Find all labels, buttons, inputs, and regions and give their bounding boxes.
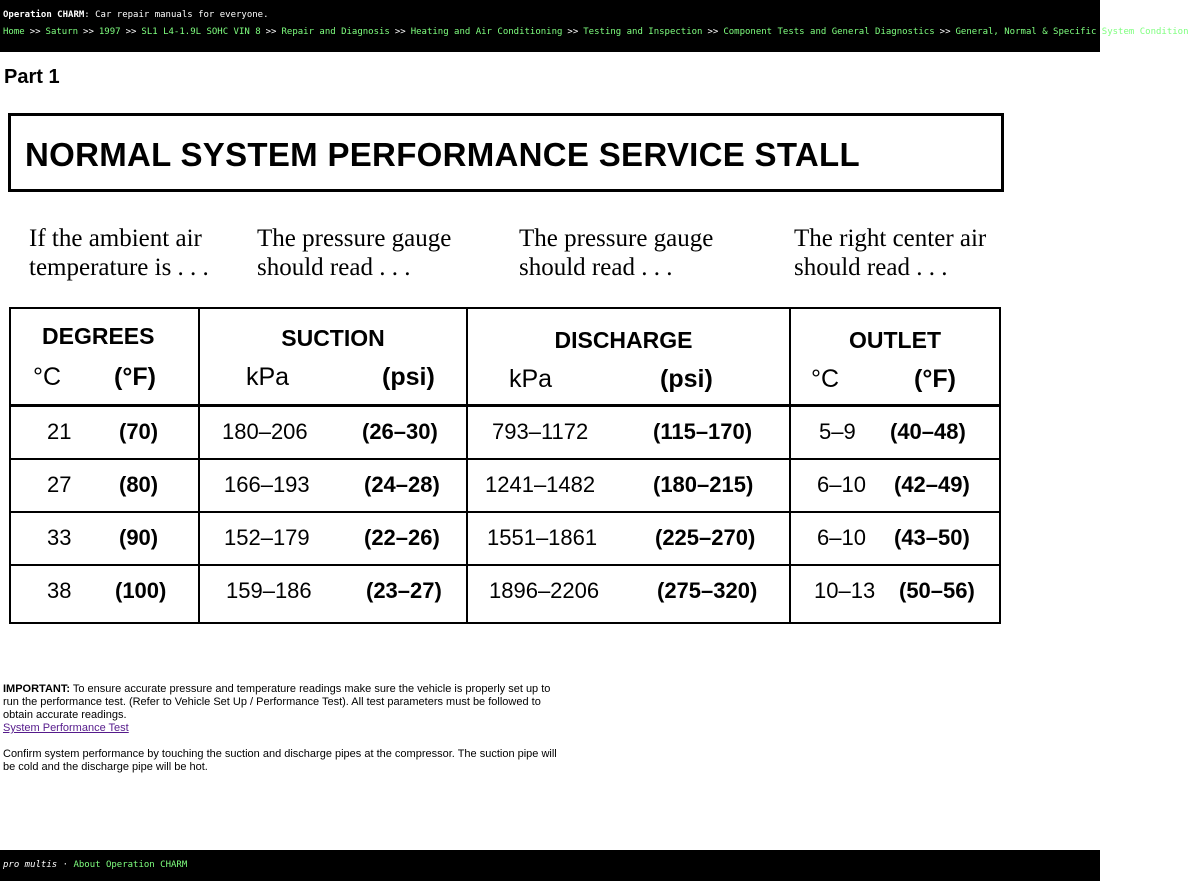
site-tagline: : Car repair manuals for everyone. [84, 10, 269, 20]
table-cell [790, 406, 1000, 460]
imperial-value: (23–27) [366, 578, 442, 603]
imperial-value: (70) [119, 419, 159, 444]
page-title: Part 1 [4, 66, 60, 88]
metric-value: 166–193 [224, 472, 310, 497]
header-unit: (°F) [914, 365, 956, 393]
breadcrumb-item[interactable]: General, Normal & Specific System Condition [955, 27, 1189, 37]
header-outlet [790, 308, 1000, 406]
caption-line: should read . . . [794, 254, 948, 281]
imperial-value: (275–320) [657, 578, 758, 603]
caption-ambient [29, 224, 209, 282]
breadcrumb-item[interactable]: 1997 [98, 27, 121, 37]
breadcrumb-separator: >> [265, 27, 277, 37]
metric-value: 27 [47, 472, 72, 497]
table-cell [467, 459, 790, 512]
footer-dot: · [57, 860, 74, 870]
metric-value: 5–9 [819, 419, 856, 444]
figure-banner [8, 113, 1004, 192]
important-text: To ensure accurate pressure and temperature readings make sure the vehicle is properly set up to run the performance test. (Refer to Vehicle Set Up / Performance Test). All test parameters must be followed to obtain accurate readings. [3, 683, 551, 721]
table-cell [790, 565, 1000, 623]
metric-value: 38 [47, 578, 72, 603]
table-cell [199, 512, 467, 565]
metric-value: 793–1172 [492, 419, 589, 444]
header-unit: kPa [509, 365, 553, 393]
imperial-value: (22–26) [364, 525, 440, 550]
imperial-value: (50–56) [899, 578, 975, 603]
footer [0, 850, 1100, 881]
header-unit: (psi) [660, 365, 713, 393]
header-unit: kPa [246, 363, 290, 391]
breadcrumb-item[interactable]: Testing and Inspection [583, 27, 703, 37]
table-row [10, 512, 1000, 565]
imperial-value: (115–170) [653, 419, 753, 444]
site-name: Operation CHARM [3, 10, 85, 20]
caption-line: The right center air [794, 225, 987, 252]
breadcrumb-item[interactable]: Home [3, 27, 25, 37]
header-unit: °C [33, 363, 62, 391]
metric-value: 1896–2206 [489, 578, 600, 603]
header-discharge [467, 308, 790, 406]
table-cell [199, 565, 467, 623]
header-suction [199, 308, 467, 406]
metric-value: 1551–1861 [487, 525, 598, 550]
breadcrumb-item[interactable]: Repair and Diagnosis [281, 27, 390, 37]
table-cell [10, 512, 199, 565]
breadcrumb-item[interactable]: Component Tests and General Diagnostics [723, 27, 935, 37]
table-row [10, 406, 1000, 460]
table-cell [10, 406, 199, 460]
breadcrumb-separator: >> [125, 27, 137, 37]
header-unit: (psi) [382, 363, 435, 391]
metric-value: 159–186 [226, 578, 312, 603]
header-title: SUCTION [281, 325, 385, 351]
breadcrumb-separator: >> [29, 27, 41, 37]
table-row [10, 565, 1000, 623]
performance-table [9, 307, 1001, 624]
header-degrees [10, 308, 199, 406]
metric-value: 152–179 [224, 525, 310, 550]
breadcrumb [3, 24, 1189, 41]
notes-section [3, 683, 563, 787]
imperial-value: (42–49) [894, 472, 970, 497]
imperial-value: (43–50) [894, 525, 970, 550]
caption-discharge [519, 224, 713, 282]
site-header [3, 7, 269, 24]
breadcrumb-item[interactable]: SL1 L4-1.9L SOHC VIN 8 [141, 27, 261, 37]
imperial-value: (40–48) [890, 419, 966, 444]
imperial-value: (24–28) [364, 472, 440, 497]
breadcrumb-separator: >> [83, 27, 94, 37]
caption-line: The pressure gauge [519, 225, 714, 252]
header-unit: °C [811, 365, 840, 393]
caption-suction [257, 224, 451, 282]
banner-text: NORMAL SYSTEM PERFORMANCE SERVICE STALL [25, 136, 860, 173]
caption-outlet [794, 224, 986, 282]
breadcrumb-separator: >> [394, 27, 406, 37]
metric-value: 10–13 [814, 578, 876, 603]
table-cell [790, 512, 1000, 565]
imperial-value: (80) [119, 472, 159, 497]
table-cell [10, 565, 199, 623]
breadcrumb-separator: >> [939, 27, 951, 37]
header-title: DISCHARGE [554, 327, 693, 353]
breadcrumb-separator: >> [707, 27, 719, 37]
caption-line: temperature is . . . [29, 254, 209, 281]
metric-value: 6–10 [817, 525, 866, 550]
important-label: IMPORTANT: [3, 683, 71, 695]
breadcrumb-separator: >> [567, 27, 579, 37]
caption-line: should read . . . [519, 254, 673, 281]
header-title: OUTLET [849, 327, 941, 353]
caption-line: If the ambient air [29, 225, 202, 252]
confirm-note: Confirm system performance by touching the suction and discharge pipes at the compressor. The suction pipe will be cold and the discharge pipe will be hot. [3, 748, 557, 773]
breadcrumb-item[interactable]: Saturn [45, 27, 79, 37]
table-cell [790, 459, 1000, 512]
table-header-row [10, 308, 1000, 406]
metric-value: 6–10 [817, 472, 866, 497]
imperial-value: (225–270) [655, 525, 756, 550]
about-link[interactable]: About Operation CHARM [73, 860, 188, 870]
metric-value: 21 [47, 419, 72, 444]
table-cell [467, 512, 790, 565]
imperial-value: (100) [115, 578, 167, 603]
table-cell [199, 406, 467, 460]
table-cell [199, 459, 467, 512]
top-bar [0, 0, 1189, 52]
service-stall-figure [0, 104, 1020, 634]
table-cell [467, 406, 790, 460]
header-title: DEGREES [42, 323, 155, 349]
caption-line: should read . . . [257, 254, 411, 281]
metric-value: 1241–1482 [485, 472, 596, 497]
footer-brand: pro multis [3, 860, 58, 870]
metric-value: 33 [47, 525, 72, 550]
breadcrumb-item[interactable]: Heating and Air Conditioning [410, 27, 563, 37]
table-cell [467, 565, 790, 623]
metric-value: 180–206 [222, 419, 308, 444]
important-note [3, 683, 563, 735]
system-performance-test-link[interactable]: System Performance Test [3, 722, 129, 734]
table-row [10, 459, 1000, 512]
imperial-value: (90) [119, 525, 159, 550]
imperial-value: (26–30) [362, 419, 438, 444]
imperial-value: (180–215) [653, 472, 754, 497]
header-unit: (°F) [114, 363, 156, 391]
caption-line: The pressure gauge [257, 225, 452, 252]
table-cell [10, 459, 199, 512]
